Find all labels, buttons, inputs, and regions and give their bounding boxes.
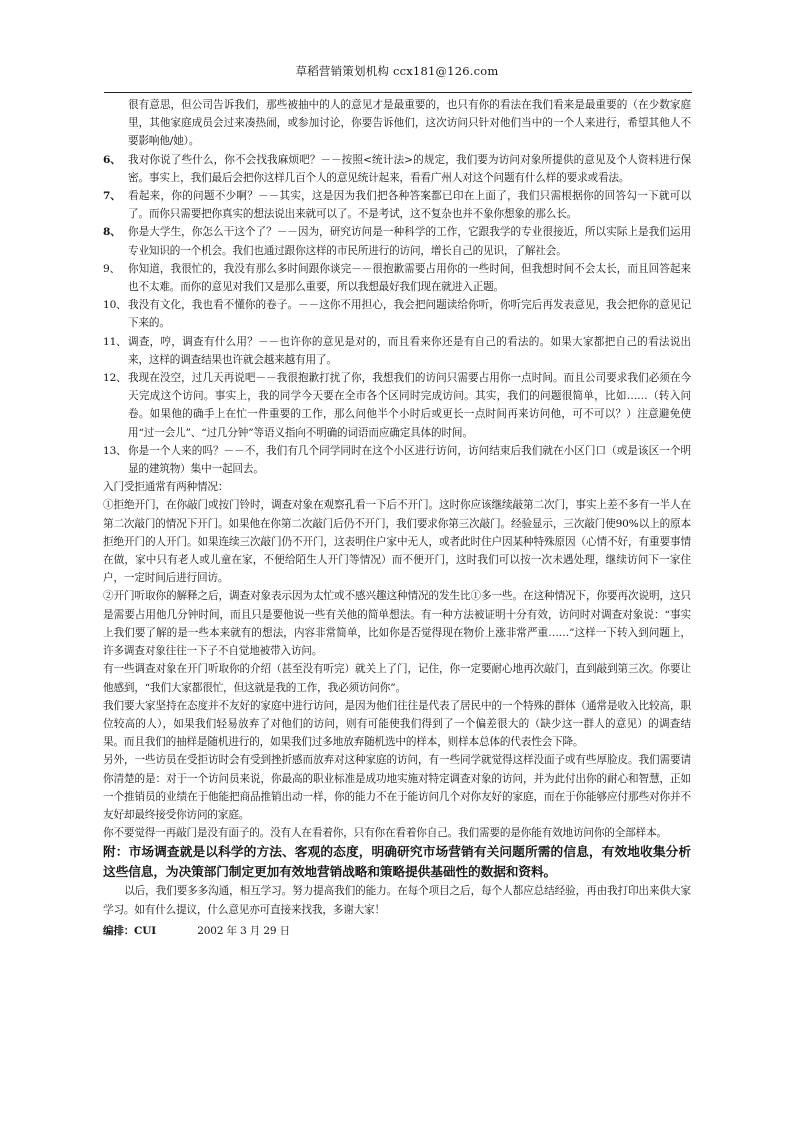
closing-paragraph: 以后，我们要多多沟通，相互学习。努力提高我们的能力。在每个项目之后，每个人都应总结经验，再由我打印出来供大家学习。如有什么提议，什么意见亦可直接来找我，多谢大家！ xyxy=(103,885,691,916)
item-number: 10、 xyxy=(103,299,127,312)
item-text: 我现在没空，过几天再说吧－－我很抱歉打扰了你，我想我们的访问只需要占用你一点时间。而且公司要求我们必须在今天完成这个访问。事实上，我的同学今天要在全市各个区同时完成访问。其实，我们的问题很简单，比如……（转入问卷。如果他的确手上在忙一件重要的工作，那么问他半个小时后或更长一点时间再来访问他，可不可以？）注意避免使用“过一会儿”、“过几分钟”等语义指向不明确的词语而应确定具体的时间。 xyxy=(128,372,691,439)
situation-1: ①拒绝开门，在你敲门或按门铃时，调查对象在观察孔看一下后不开门。这时你应该继续敲第二次门，事实上差不多有一半人在第二次敲门的情况下开门。如果他在你第二次敲门后仍不开门，我们要求你第三次敲门。经验显示，三次敲门使90%以上的原本拒绝开门的人开门。如果连续三次敲门仍不开门，这表明住户家中无人，或者此时住户因某种特殊原因（心情不好，有重要事情在做，家中只有老人或儿童在家，不便给陌生人开门等情况）而不便开门，这时我们可以按一次未遇处理，继续访问下一家住户，一定时间后进行回访。 xyxy=(103,499,691,585)
document-body xyxy=(103,96,691,940)
item-number: 6、 xyxy=(103,153,121,166)
signature-line xyxy=(103,922,691,940)
faq-item-7 xyxy=(103,187,691,223)
item-number: 9、 xyxy=(103,262,121,275)
item-text: 你是大学生，你怎么干这个了？－－因为，研究访问是一种科学的工作，它跟我学的专业很接近，所以实际上是我们运用专业知识的一个机会。我们也通过跟你这样的市民所进行的访问，增长自己的见识，了解社会。 xyxy=(128,226,691,257)
item-number: 12、 xyxy=(103,372,127,385)
item-text: 调查，哼，调查有什么用？－－也许你的意见是对的，而且看来你还是有自己的看法的。如果大家都把自己的看法说出来，这样的调查结果也许就会越来越有用了。 xyxy=(128,335,691,366)
item-5-continuation: 很有意思，但公司告诉我们，那些被抽中的人的意见才是最重要的，也只有你的看法在我们看来是最重要的（在少数家庭里，其他家庭成员会过来凑热闹，或参加讨论，你要告诉他们，这次访问只针对他们当中的一个人来进行，希望其他人不要影响他/她）。 xyxy=(128,99,691,148)
paragraph-knock-again: 有一些调查对象在开门听取你的介绍（甚至没有听完）就关上了门，记住，你一定要耐心地再次敲门，直到敲到第三次。你要让他感到，“我们大家都很忙，但这就是我的工作，我必须访问你”。 xyxy=(103,663,691,694)
situations-intro: 入门受拒通常有两种情况： xyxy=(103,481,229,494)
item-number: 8、 xyxy=(103,226,121,239)
item-text: 我对你说了些什么，你不会找我麻烦吧？－－按照<统计法>的规定，我们要为访问对象所提供的意见及个人资料进行保密。事实上，我们最后会把你这样几百个人的意见统计起来，看看广州人对这个问题有什么样的要求或看法。 xyxy=(128,153,691,184)
faq-item-8 xyxy=(103,223,691,259)
item-text: 看起来，你的问题不少啊？－－其实，这是因为我们把各种答案都已印在上面了，我们只需根据你的回答勾一下就可以了。而你只需要把你真实的想法说出来就可以了。不是考试，这不复杂也并不象你想象的那么长。 xyxy=(128,190,691,221)
situation-2: ②开门听取你的解释之后，调查对象表示因为太忙或不感兴趣这种情况的发生比①多一些。在这种情况下，你要再次说明，这只是需要占用他几分钟时间，而且只是要他说一些有关他的简单想法。有一种方法被证明十分有效，访问时对调查对象说：“事实上我们要了解的是一些本来就有的想法，内容非常简单，比如你是否觉得现在物价上涨非常严重……”这样一下转入到问题上，许多调查对象往往一下子不自觉地被带入访问。 xyxy=(103,590,691,658)
faq-item-9 xyxy=(103,260,691,296)
faq-item-13 xyxy=(103,442,691,478)
paragraph-persist: 我们要大家坚持在态度并不友好的家庭中进行访问，是因为他们往往是代表了居民中的一个特殊的群体（通常是收入比较高，职位较高的人），如果我们轻易放弃了对他们的访问，则有可能使我们得到了一个偏差很大的（缺少这一群人的意见）的调查结果。而且我们的抽样是随机进行的，如果我们过多地放弃随机选中的样本，则样本总体的代表性会下降。 xyxy=(103,699,691,749)
page-header: 草稻营销策划机构 ccx181@126.com xyxy=(295,64,499,78)
item-number: 7、 xyxy=(103,190,121,203)
item-text: 你是一个人来的吗？－－不，我们有几个同学同时在这个小区进行访问，访问结束后我们就在小区门口（或是该区一个明显的建筑物）集中一起回去。 xyxy=(128,444,691,476)
item-number: 13、 xyxy=(103,444,127,457)
faq-item-11 xyxy=(103,333,691,369)
item-number: 11、 xyxy=(103,335,127,348)
appendix-definition: 附：市场调查就是以科学的方法、客观的态度，明确研究市场营销有关问题所需的信息，有效地收集分析这些信息，为决策部门制定更加有效地营销战略和策略提供基础性的数据和资料。 xyxy=(103,844,691,880)
faq-item-12 xyxy=(103,369,691,442)
signature-author: 编排：CUI xyxy=(103,924,157,937)
item-text: 你知道，我很忙的，我没有那么多时间跟你谈完－－很抱歉需要占用你的一些时间，但我想时间不会太长，而且回答起来也不太难。而你的意见对我们又是那么重要，所以我想最好我们现在就进入正题。 xyxy=(128,262,691,294)
item-text: 我没有文化，我也看不懂你的卷子。－－这你不用担心，我会把问题读给你听，你听完后再发表意见，我会把你的意见记下来的。 xyxy=(128,299,691,330)
header-rule xyxy=(104,92,692,93)
faq-item-10 xyxy=(103,296,691,332)
faq-item-6 xyxy=(103,151,691,187)
paragraph-professional: 另外，一些访员在受拒访时会有受到挫折感而放弃对这种家庭的访问，有一些同学就觉得这样没面子或有些厚脸皮。我们需要请你清楚的是：对于一个访问员来说，你最高的职业标准是成功地实施对特定调查对象的访问，并为此付出你的耐心和智慧，正如一个推销员的业绩在于他能把商品推销出动一样，你的能力不在于能访问几个对你友好的家庭，而在于你能够应付那些对你并不友好却最终接受你访问的家庭。 xyxy=(103,754,691,821)
signature-date: 2002 年 3 月 29 日 xyxy=(197,924,290,937)
paragraph-no-shame: 你不要觉得一再敲门是没有面子的。没有人在看着你，只有你在看着你自己。我们需要的是你能有效地访问你的全部样本。 xyxy=(103,827,667,840)
